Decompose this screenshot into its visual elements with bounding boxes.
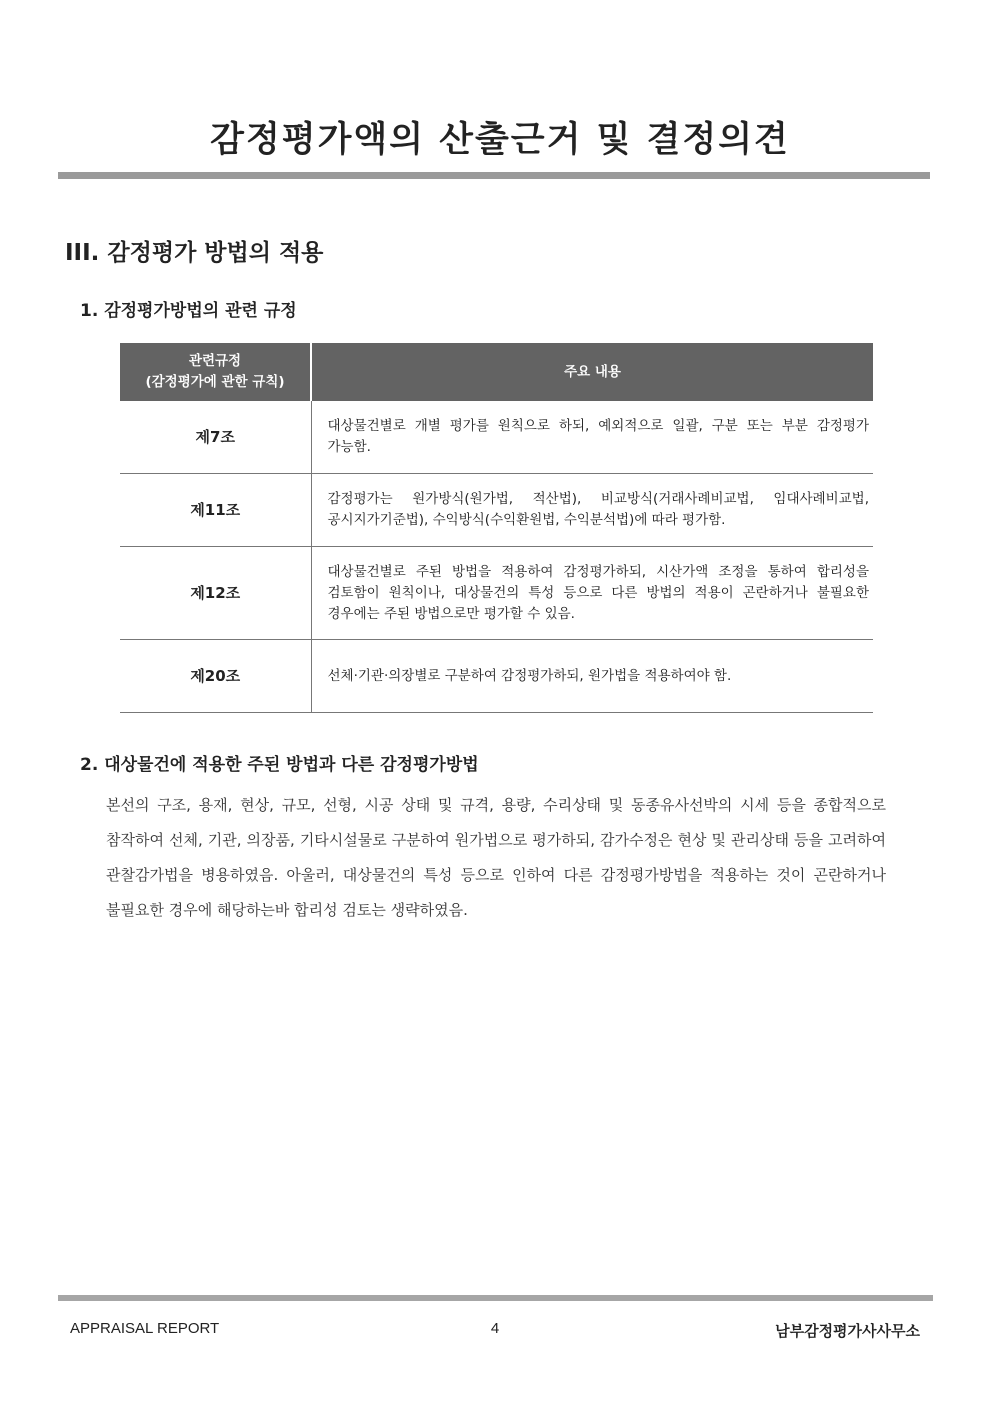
footer-divider <box>58 1295 933 1301</box>
section-heading: III. 감정평가 방법의 적용 <box>65 240 324 266</box>
regulation-cell: 제20조 <box>120 640 311 713</box>
title-divider <box>58 172 930 179</box>
subsection-heading-methods: 2. 대상물건에 적용한 주된 방법과 다른 감정평가방법 <box>80 755 479 775</box>
regulation-cell: 제11조 <box>120 474 311 547</box>
regulation-cell: 제12조 <box>120 547 311 640</box>
page-title: 감정평가액의 산출근거 및 결정의견 <box>210 120 790 160</box>
header-content: 주요 내용 <box>311 343 873 401</box>
regulation-cell: 제7조 <box>120 401 311 474</box>
methods-paragraph: 본선의 구조, 용재, 현상, 규모, 선형, 시공 상태 및 규격, 용량, 수리상태 및 동종유사선박의 시세 등을 종합적으로 참작하여 선체, 기관, 의장품, 기타시설물로 구분하여 원가법으로 평가하되, 감가수정은 현상 및 관리상태 등을 고려하여 관찰감가법을 병용하였음. 아울러, 대상물건의 특성 등으로 인하여 다른 감정평가방법을 적용하는 것이 곤란하거나 불필요한 경우에 해당하는바 합리성 검토는 생략하였음. <box>106 796 886 919</box>
header-regulation-line2: (감정평가에 관한 규칙) <box>145 374 285 390</box>
header-regulation-line1: 관련규정 <box>188 353 242 369</box>
table-row <box>120 401 873 474</box>
content-cell: 감정평가는 원가방식(원가법, 적산법), 비교방식(거래사례비교법, 임대사례비교법, 공시지가기준법), 수익방식(수익환원법, 수익분석법)에 따라 평가함. <box>311 474 873 547</box>
page-number: 4 <box>490 1320 500 1337</box>
table-row <box>120 547 873 640</box>
table-header-row <box>120 343 873 401</box>
table-row <box>120 640 873 713</box>
footer-report-label: APPRAISAL REPORT <box>70 1320 220 1337</box>
table-row <box>120 474 873 547</box>
regulations-table <box>120 343 873 713</box>
footer-office-name: 남부감정평가사사무소 <box>775 1322 920 1340</box>
subsection-heading-regulations: 1. 감정평가방법의 관련 규정 <box>80 301 297 321</box>
content-cell: 대상물건별로 주된 방법을 적용하여 감정평가하되, 시산가액 조정을 통하여 합리성을 검토함이 원칙이나, 대상물건의 특성 등으로 다른 방법의 적용이 곤란하거나 불필요한 경우에는 주된 방법으로만 평가할 수 있음. <box>311 547 873 640</box>
content-cell: 대상물건별로 개별 평가를 원칙으로 하되, 예외적으로 일괄, 구분 또는 부분 감정평가 가능함. <box>311 401 873 474</box>
content-cell: 선체·기관·의장별로 구분하여 감정평가하되, 원가법을 적용하여야 함. <box>311 640 873 713</box>
header-regulation <box>120 343 311 401</box>
